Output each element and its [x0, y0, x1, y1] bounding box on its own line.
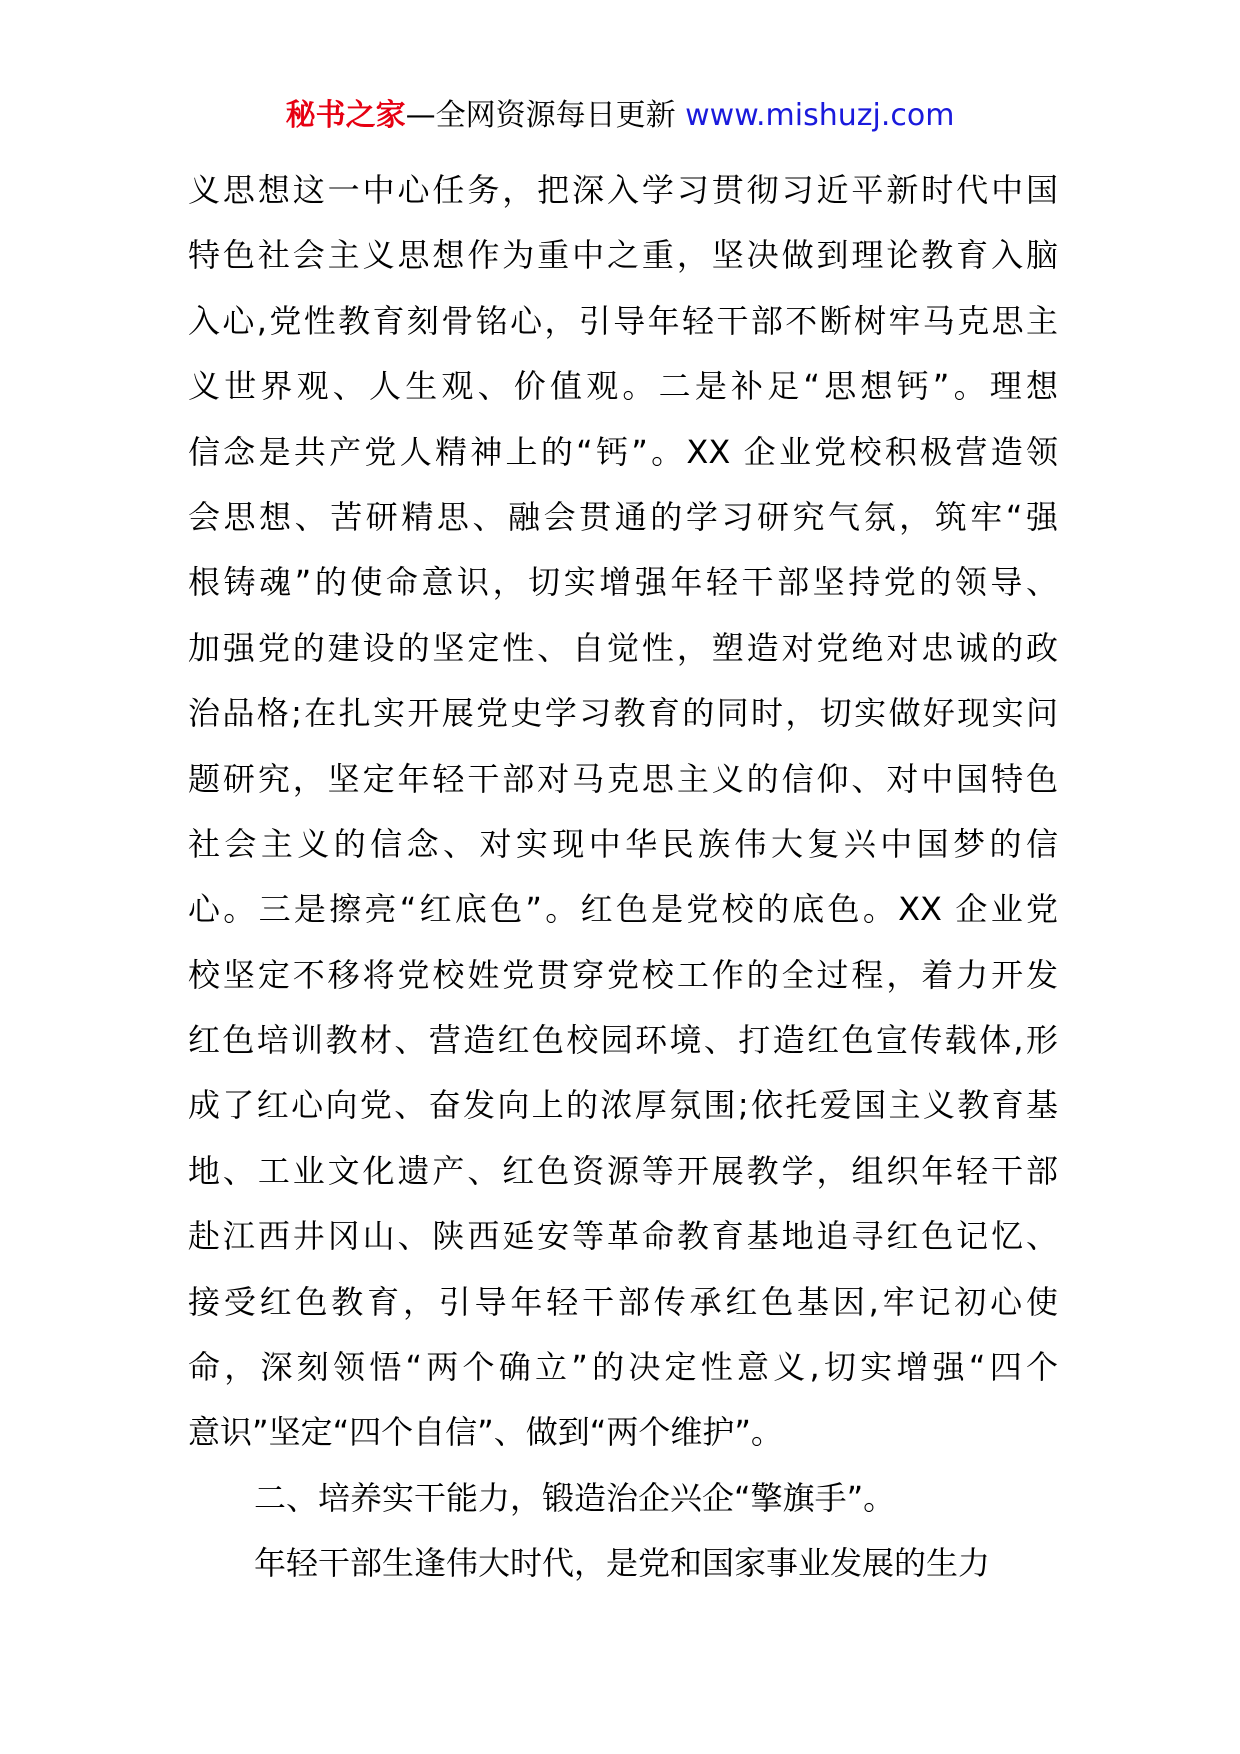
text-line: 信念是共产党人精神上的“钙”。XX 企业党校积极营造领: [188, 432, 1058, 471]
text-line: 命，深刻领悟“两个确立”的决定性意义,切实增强“四个: [188, 1348, 1058, 1387]
text-line: 题研究，坚定年轻干部对马克思主义的信仰、对中国特色: [188, 759, 1058, 798]
text-line: 入心,党性教育刻骨铭心，引导年轻干部不断树牢马克思主: [188, 301, 1058, 340]
site-url-link[interactable]: www.mishuzj.com: [685, 98, 955, 133]
text-line: 地、工业文化遗产、红色资源等开展教学，组织年轻干部: [188, 1151, 1058, 1190]
text-line: 成了红心向党、奋发向上的浓厚氛围;依托爱国主义教育基: [188, 1086, 1058, 1125]
text-line: 意识”坚定“四个自信”、做到“两个维护”。: [188, 1413, 783, 1452]
text-line: 会思想、苦研精思、融会贯通的学习研究气氛，筑牢“强: [188, 497, 1058, 536]
site-header: [0, 96, 1240, 136]
site-tagline: —全网资源每日更新: [405, 98, 686, 133]
document-body: [188, 158, 1058, 1597]
text-line: 赴江西井冈山、陕西延安等革命教育基地追寻红色记忆、: [188, 1217, 1058, 1256]
text-line: 心。三是擦亮“红底色”。红色是党校的底色。XX 企业党: [188, 890, 1058, 929]
site-brand: 秘书之家: [285, 98, 406, 133]
text-line: 根铸魂”的使命意识，切实增强年轻干部坚持党的领导、: [188, 563, 1058, 602]
text-line: 接受红色教育，引导年轻干部传承红色基因,牢记初心使: [188, 1282, 1058, 1321]
text-line: 红色培训教材、营造红色校园环境、打造红色宣传载体,形: [188, 1021, 1058, 1060]
text-line: 义世界观、人生观、价值观。二是补足“思想钙”。理想: [188, 367, 1058, 406]
text-line: 治品格;在扎实开展党史学习教育的同时，切实做好现实问: [188, 694, 1058, 733]
text-line: 校坚定不移将党校姓党贯穿党校工作的全过程，着力开发: [188, 955, 1058, 994]
text-line: 加强党的建设的坚定性、自觉性，塑造对党绝对忠诚的政: [188, 628, 1058, 667]
text-line: 社会主义的信念、对实现中华民族伟大复兴中国梦的信: [188, 824, 1058, 863]
text-line: 义思想这一中心任务，把深入学习贯彻习近平新时代中国: [188, 171, 1058, 209]
section-heading: 二、培养实干能力，锻造治企兴企“擎旗手”。: [254, 1478, 896, 1517]
paragraph-start: 年轻干部生逢伟大时代，是党和国家事业发展的生力: [254, 1544, 991, 1583]
text-line: 特色社会主义思想作为重中之重，坚决做到理论教育入脑: [188, 236, 1058, 275]
